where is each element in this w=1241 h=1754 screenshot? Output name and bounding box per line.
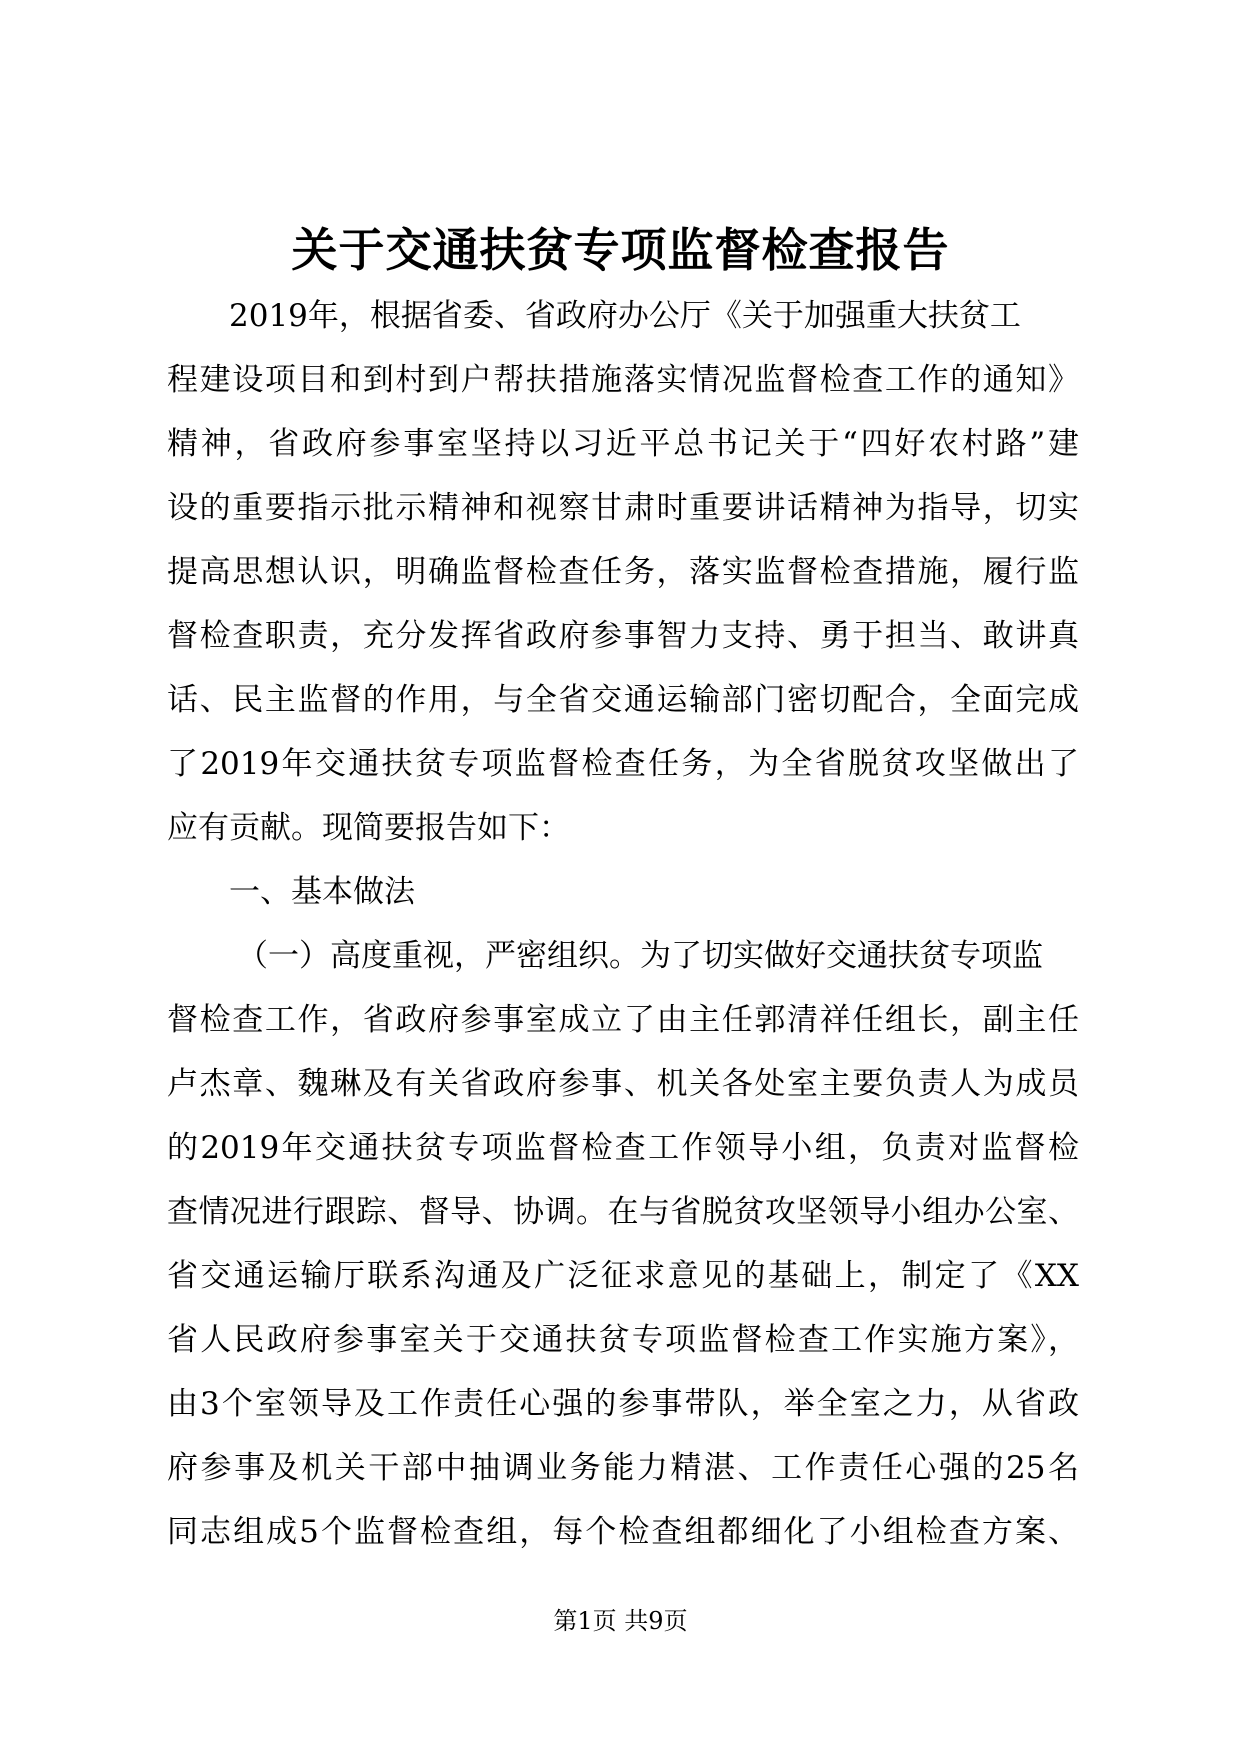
paragraph-line: 督检查工作，省政府参事室成立了由主任郭清祥任组长，副主任 — [167, 1002, 1079, 1038]
subsection-heading-line: （一）高度重视，严密组织。为了切实做好交通扶贫专项监 — [237, 938, 1043, 974]
paragraph-line: 查情况进行跟踪、督导、协调。在与省脱贫攻坚领导小组办公室、 — [167, 1194, 1079, 1230]
paragraph-line: 了2019年交通扶贫专项监督检查任务，为全省脱贫攻坚做出了 — [167, 746, 1079, 782]
paragraph-line: 府参事及机关干部中抽调业务能力精湛、工作责任心强的25名 — [167, 1450, 1079, 1486]
paragraph-line: 应有贡献。现简要报告如下： — [167, 810, 570, 846]
page-number-footer: 第1页 共9页 — [553, 1607, 688, 1635]
paragraph-line: 2019年，根据省委、省政府办公厅《关于加强重大扶贫工 — [229, 298, 1021, 334]
paragraph-line: 话、民主监督的作用，与全省交通运输部门密切配合，全面完成 — [167, 682, 1079, 718]
paragraph-line: 的2019年交通扶贫专项监督检查工作领导小组，负责对监督检 — [167, 1130, 1079, 1166]
paragraph-line: 卢杰章、魏琳及有关省政府参事、机关各处室主要负责人为成员 — [167, 1066, 1079, 1102]
paragraph-line: 省人民政府参事室关于交通扶贫专项监督检查工作实施方案》， — [167, 1322, 1079, 1358]
paragraph-line: 提高思想认识，明确监督检查任务，落实监督检查措施，履行监 — [167, 554, 1079, 590]
paragraph-line: 由3个室领导及工作责任心强的参事带队，举全室之力，从省政 — [167, 1386, 1079, 1422]
paragraph-line: 程建设项目和到村到户帮扶措施落实情况监督检查工作的通知》 — [167, 362, 1079, 398]
paragraph-line: 精神，省政府参事室坚持以习近平总书记关于“四好农村路”建 — [167, 426, 1079, 462]
paragraph-line: 省交通运输厅联系沟通及广泛征求意见的基础上，制定了《XX — [167, 1258, 1079, 1294]
paragraph-line: 同志组成5个监督检查组，每个检查组都细化了小组检查方案、 — [167, 1514, 1079, 1550]
document-title: 关于交通扶贫专项监督检查报告 — [291, 223, 950, 277]
section-heading: 一、基本做法 — [229, 874, 415, 910]
paragraph-line: 督检查职责，充分发挥省政府参事智力支持、勇于担当、敢讲真 — [167, 618, 1079, 654]
paragraph-line: 设的重要指示批示精神和视察甘肃时重要讲话精神为指导，切实 — [167, 490, 1079, 526]
document-body — [167, 284, 1079, 1564]
